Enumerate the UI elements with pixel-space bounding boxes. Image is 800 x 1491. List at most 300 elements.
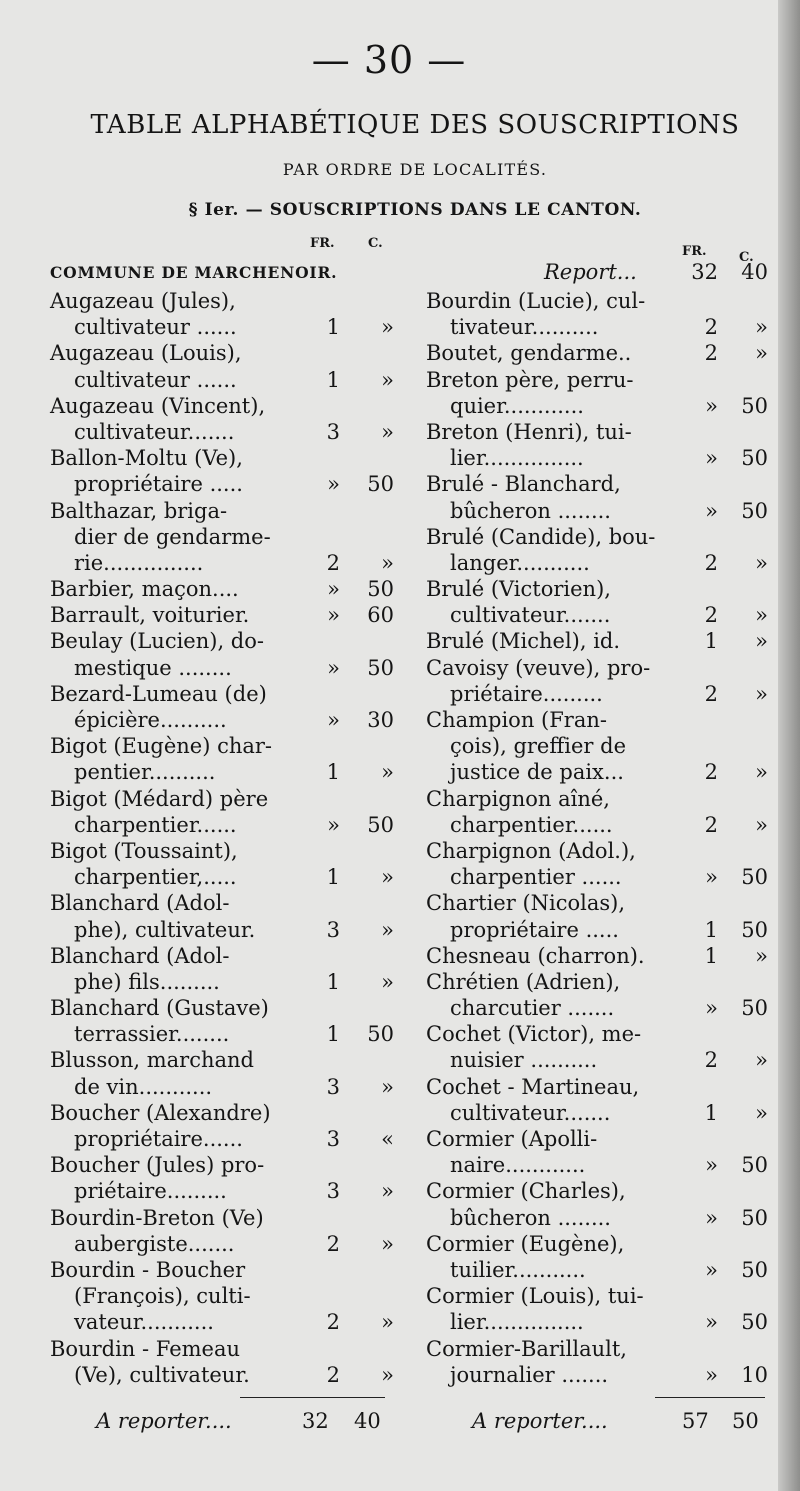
subscription-entry (50, 1047, 400, 1099)
subscription-entry (426, 524, 772, 576)
entry-continuation (426, 812, 772, 838)
entry-text: Boucher (Alexandre) (50, 1100, 271, 1125)
entry-text: Chartier (Nicolas), (426, 891, 626, 916)
amount-francs: » (705, 1362, 718, 1387)
entry-name (50, 288, 400, 314)
amount-francs: » (327, 603, 340, 628)
entry-text: tuilier........... (450, 1257, 586, 1282)
total-rule (240, 1397, 385, 1398)
entry-name (50, 838, 400, 864)
amount-centimes: 50 (741, 865, 768, 890)
amount-francs: » (705, 865, 718, 890)
amount-francs: 2 (704, 315, 718, 340)
entry-text: de vin........... (74, 1074, 213, 1099)
entry-text: Augazeau (Vincent), (50, 393, 266, 418)
entry-text: tivateur.......... (450, 315, 599, 340)
amount-centimes: » (381, 1310, 394, 1335)
subscription-entry (426, 786, 772, 838)
entry-text: cultivateur....... (74, 419, 235, 444)
franc-header: FR. (682, 244, 707, 259)
entry-text: Blanchard (Adol- (50, 943, 230, 968)
amount-francs: » (705, 1310, 718, 1335)
subscription-entry (426, 340, 772, 366)
entry-name (426, 707, 772, 733)
entry-text: Charpignon aîné, (426, 786, 610, 811)
entry-name (426, 890, 772, 916)
page-subtitle: PAR ORDRE DE LOCALITÉS. (282, 160, 548, 179)
subscription-entry (50, 628, 400, 680)
subscription-entry (426, 628, 772, 654)
entry-text: Bigot (Eugène) char- (50, 734, 273, 759)
entry-text: Brulé (Victorien), (426, 577, 611, 602)
entry-continuation (50, 1283, 400, 1309)
entry-continuation (50, 550, 400, 576)
subscription-entry (50, 1100, 400, 1152)
entry-name (426, 786, 772, 812)
entry-text: Bourdin - Boucher (50, 1257, 246, 1282)
section-heading: § Ier. — SOUSCRIPTIONS DANS LE CANTON. (188, 200, 642, 220)
entry-continuation (50, 1362, 400, 1388)
subscription-entry (50, 1205, 400, 1257)
amount-francs: 3 (326, 917, 340, 942)
entry-text: bûcheron ........ (450, 498, 611, 523)
amount-francs: 1 (704, 917, 718, 942)
entry-text: Cochet - Martineau, (426, 1074, 640, 1099)
amount-francs: 1 (326, 969, 340, 994)
amount-centimes: « (381, 1127, 394, 1151)
subscription-entry (426, 1178, 772, 1230)
amount-francs: 1 (326, 865, 340, 890)
entry-text: Chrétien (Adrien), (426, 969, 621, 994)
amount-centimes: 50 (741, 498, 768, 523)
entry-name (50, 445, 400, 471)
entry-text: Cormier (Louis), tui- (426, 1284, 644, 1309)
subscription-entry (50, 576, 400, 602)
entry-text: phe), cultivateur. (74, 917, 256, 942)
carry-centimes: 50 (732, 1409, 759, 1433)
amount-francs: » (327, 655, 340, 680)
entry-name (426, 1178, 772, 1204)
amount-francs: » (705, 393, 718, 418)
amount-francs: » (327, 708, 340, 732)
report-label: Report... (544, 260, 637, 284)
entry-text: charcutier ....... (450, 996, 615, 1021)
entry-continuation (50, 471, 400, 497)
entry-continuation (426, 1257, 772, 1283)
amount-centimes: » (755, 812, 768, 837)
amount-francs: 2 (326, 1362, 340, 1387)
entry-text: aubergiste....... (74, 1231, 235, 1256)
entry-continuation (50, 1074, 400, 1100)
entry-name (50, 1047, 400, 1073)
subscription-entry (50, 393, 400, 445)
entry-text: propriétaire ..... (74, 472, 243, 497)
entry-text: Charpignon (Adol.), (426, 838, 636, 863)
amount-centimes: 50 (367, 1022, 394, 1047)
entry-continuation (50, 367, 400, 393)
amount-centimes: 50 (367, 812, 394, 837)
report-centimes: 40 (741, 260, 768, 284)
subscription-entry (50, 890, 400, 942)
amount-francs: 3 (326, 1179, 340, 1204)
amount-centimes: 50 (741, 1310, 768, 1335)
page-title: TABLE ALPHABÉTIQUE DES SOUSCRIPTIONS (90, 110, 740, 140)
entry-text: Blanchard (Gustave) (50, 996, 269, 1021)
right-entry-list (426, 288, 772, 1388)
amount-francs: 2 (704, 341, 718, 366)
subscription-entry (50, 1257, 400, 1336)
amount-francs: 3 (326, 1074, 340, 1099)
right-column (426, 232, 772, 1388)
subscription-entry (426, 288, 772, 340)
left-entry-list (50, 288, 400, 1388)
amount-centimes: » (755, 1100, 768, 1125)
entry-name (50, 602, 400, 628)
amount-centimes: » (381, 550, 394, 575)
entry-name (426, 969, 772, 995)
entry-name (426, 1336, 772, 1362)
entry-continuation (50, 707, 400, 733)
entry-continuation (50, 759, 400, 785)
centime-header: C. (739, 250, 754, 265)
amount-francs: » (705, 1205, 718, 1230)
subscription-entry (426, 707, 772, 786)
page-edge-shadow (778, 0, 800, 1491)
subscription-entry (426, 838, 772, 890)
entry-name (50, 498, 400, 524)
amount-centimes: » (381, 865, 394, 890)
subscription-entry (426, 890, 772, 942)
entry-name (426, 367, 772, 393)
amount-centimes: » (381, 315, 394, 340)
entry-continuation (50, 917, 400, 943)
entry-name (50, 340, 400, 366)
entry-name (50, 681, 400, 707)
subscription-entry (426, 419, 772, 471)
amount-centimes: 50 (741, 446, 768, 471)
amount-centimes: » (755, 550, 768, 575)
left-carry-forward (96, 1409, 396, 1437)
entry-continuation (426, 1152, 772, 1178)
entry-text: Breton père, perru- (426, 367, 634, 392)
entry-text: justice de paix... (450, 760, 624, 785)
subscription-entry (50, 995, 400, 1047)
carry-francs: 57 (682, 1409, 709, 1433)
entry-text: Cormier-Barillault, (426, 1336, 627, 1361)
amount-francs: » (327, 812, 340, 837)
entry-name (50, 995, 400, 1021)
amount-francs: 1 (704, 1100, 718, 1125)
entry-text: Cavoisy (veuve), pro- (426, 655, 651, 680)
entry-text: Bezard-Lumeau (de) (50, 681, 267, 706)
entry-text: charpentier...... (74, 812, 237, 837)
entry-text: Cochet (Victor), me- (426, 1022, 642, 1047)
entry-text: Champion (Fran- (426, 708, 607, 732)
report-line (426, 260, 772, 288)
entry-text: cultivateur ...... (74, 315, 237, 340)
entry-text: Cormier (Apolli- (426, 1127, 598, 1151)
subscription-entry (426, 1021, 772, 1073)
entry-continuation (426, 1100, 772, 1126)
amount-francs: 2 (704, 681, 718, 706)
amount-francs: 2 (704, 760, 718, 785)
total-rule (655, 1397, 765, 1398)
entry-text: pentier.......... (74, 760, 216, 785)
amount-centimes: » (755, 315, 768, 340)
subscription-entry (50, 340, 400, 392)
entry-name (50, 628, 400, 654)
entry-continuation (426, 995, 772, 1021)
amount-francs: » (705, 498, 718, 523)
amount-centimes: 50 (741, 1153, 768, 1178)
amount-francs: 2 (704, 603, 718, 628)
entry-text: vateur........... (74, 1310, 214, 1335)
amount-francs: 1 (326, 1022, 340, 1047)
entry-continuation (426, 602, 772, 628)
entry-name (50, 393, 400, 419)
amount-centimes: » (381, 1362, 394, 1387)
entry-text: Blanchard (Adol- (50, 891, 230, 916)
entry-continuation (426, 445, 772, 471)
entry-name (426, 1021, 772, 1047)
entry-text: cultivateur ...... (74, 367, 237, 392)
amount-francs: 1 (704, 943, 718, 968)
entry-continuation (50, 419, 400, 445)
entry-text: (Ve), cultivateur. (74, 1362, 250, 1387)
entry-name (426, 471, 772, 497)
entry-text: Bigot (Toussaint), (50, 838, 238, 863)
entry-text: charpentier ...... (450, 865, 622, 890)
amount-centimes: 50 (741, 1205, 768, 1230)
entry-text: lier............... (450, 446, 584, 471)
entry-continuation (50, 655, 400, 681)
amount-centimes: 50 (367, 472, 394, 497)
entry-text: propriétaire ..... (450, 917, 619, 942)
amount-centimes: » (755, 681, 768, 706)
entry-name (50, 786, 400, 812)
entry-name (426, 288, 772, 314)
subscription-entry (50, 498, 400, 577)
right-carry-forward (472, 1409, 772, 1437)
entry-text: terrassier........ (74, 1022, 230, 1047)
amount-centimes: » (381, 1179, 394, 1204)
amount-centimes: » (381, 969, 394, 994)
entry-text: naire............ (450, 1153, 586, 1178)
entry-text: rie............... (74, 550, 204, 575)
entry-continuation (50, 969, 400, 995)
entry-name (50, 576, 400, 602)
subscription-entry (426, 576, 772, 628)
subscription-entry (50, 288, 400, 340)
amount-centimes: » (381, 1074, 394, 1099)
commune-heading: COMMUNE DE MARCHENOIR. (50, 263, 338, 282)
entry-continuation (426, 1205, 772, 1231)
entry-continuation (426, 733, 772, 759)
amount-francs: » (705, 1153, 718, 1178)
subscription-entry (426, 367, 772, 419)
entry-continuation (426, 314, 772, 340)
entry-text: charpentier...... (450, 812, 613, 837)
amount-centimes: 50 (741, 1257, 768, 1282)
entry-name (426, 655, 772, 681)
carry-francs: 32 (302, 1409, 329, 1433)
entry-name (50, 1100, 400, 1126)
entry-continuation (426, 1309, 772, 1335)
entry-text: Breton (Henri), tui- (426, 419, 632, 444)
entry-continuation (426, 550, 772, 576)
entry-continuation (426, 681, 772, 707)
subscription-entry (50, 602, 400, 628)
entry-name (426, 1126, 772, 1152)
entry-name (426, 340, 772, 366)
entry-text: quier............ (450, 393, 584, 418)
amount-francs: » (705, 446, 718, 471)
entry-text: (François), culti- (74, 1284, 251, 1309)
entry-text: Bigot (Médard) père (50, 786, 269, 811)
subscription-entry (426, 1283, 772, 1335)
entry-name (50, 890, 400, 916)
amount-francs: 2 (704, 550, 718, 575)
entry-text: nuisier .......... (450, 1048, 598, 1073)
entry-text: Boucher (Jules) pro- (50, 1153, 265, 1178)
entry-name (50, 1205, 400, 1231)
entry-continuation (426, 393, 772, 419)
amount-centimes: » (381, 367, 394, 392)
amount-francs: 1 (326, 315, 340, 340)
entry-text: Cormier (Charles), (426, 1179, 626, 1204)
entry-text: dier de gendarme- (74, 524, 271, 549)
amount-centimes: » (755, 943, 768, 968)
entry-text: Bourdin - Femeau (50, 1336, 241, 1361)
amount-francs: 2 (326, 550, 340, 575)
entry-continuation (426, 1362, 772, 1388)
amount-francs: 1 (704, 629, 718, 654)
subscription-entry (50, 681, 400, 733)
amount-centimes: » (381, 419, 394, 444)
subscription-entry (426, 471, 772, 523)
entry-text: Blusson, marchand (50, 1048, 254, 1073)
entry-name (426, 1231, 772, 1257)
amount-centimes: 10 (741, 1362, 768, 1387)
subscription-entry (50, 1336, 400, 1388)
entry-name (50, 943, 400, 969)
entry-text: Balthazar, briga- (50, 498, 228, 523)
entry-text: Brulé (Michel), id. (426, 629, 621, 654)
amount-centimes: 50 (367, 655, 394, 680)
subscription-entry (50, 786, 400, 838)
entry-text: lier............... (450, 1310, 584, 1335)
subscription-entry (426, 1336, 772, 1388)
entry-continuation (50, 1126, 400, 1152)
entry-name (50, 1257, 400, 1283)
entry-text: Boutet, gendarme.. (426, 341, 632, 366)
entry-text: Augazeau (Louis), (50, 341, 242, 366)
amount-francs: 2 (326, 1231, 340, 1256)
entry-continuation (50, 812, 400, 838)
left-column (50, 232, 400, 1388)
entry-name (426, 838, 772, 864)
entry-name (426, 576, 772, 602)
subscription-entry (50, 1152, 400, 1204)
entry-text: Brulé - Blanchard, (426, 472, 621, 497)
entry-continuation (50, 1309, 400, 1335)
entry-continuation (50, 1178, 400, 1204)
entry-continuation (426, 917, 772, 943)
subscription-entry (426, 1074, 772, 1126)
entry-text: cultivateur....... (450, 603, 611, 628)
entry-text: priétaire......... (450, 681, 603, 706)
entry-text: phe) fils......... (74, 969, 220, 994)
centime-header: C. (368, 236, 383, 251)
entry-continuation (426, 864, 772, 890)
left-column-header (50, 232, 400, 260)
entry-text: charpentier,..... (74, 865, 237, 890)
subscription-entry (426, 655, 772, 707)
entry-name (50, 733, 400, 759)
entry-name (426, 1283, 772, 1309)
entry-name (50, 1336, 400, 1362)
entry-text: Brulé (Candide), bou- (426, 524, 656, 549)
amount-francs: » (327, 472, 340, 497)
entry-text: Chesneau (charron). (426, 943, 645, 968)
amount-francs: » (705, 1257, 718, 1282)
amount-centimes: » (755, 341, 768, 366)
subscription-entry (50, 838, 400, 890)
entry-name (50, 1152, 400, 1178)
amount-francs: 1 (326, 367, 340, 392)
amount-centimes: » (755, 629, 768, 654)
amount-francs: 3 (326, 419, 340, 444)
subscription-entry (50, 943, 400, 995)
subscription-entry (426, 969, 772, 1021)
amount-centimes: 30 (367, 708, 394, 732)
entry-continuation (426, 759, 772, 785)
entry-text: Barbier, maçon.... (50, 577, 239, 602)
entry-continuation (50, 1231, 400, 1257)
amount-centimes: 50 (741, 917, 768, 942)
right-column-header (426, 232, 772, 265)
entry-text: Bourdin-Breton (Ve) (50, 1205, 264, 1230)
entry-text: langer........... (450, 550, 590, 575)
entry-text: priétaire......... (74, 1179, 227, 1204)
amount-francs: 2 (704, 1048, 718, 1073)
amount-centimes: 60 (367, 603, 394, 628)
subscription-entry (426, 943, 772, 969)
carry-label: A reporter.... (96, 1409, 232, 1433)
entry-text: cultivateur....... (450, 1100, 611, 1125)
entry-name (426, 1074, 772, 1100)
entry-text: Ballon-Moltu (Ve), (50, 446, 243, 471)
amount-centimes: » (381, 760, 394, 785)
entry-continuation (426, 498, 772, 524)
entry-text: çois), greffier de (450, 734, 626, 759)
entry-text: Augazeau (Jules), (50, 289, 236, 313)
subscription-entry (50, 733, 400, 785)
amount-centimes: » (381, 917, 394, 942)
entry-text: Barrault, voiturier. (50, 603, 250, 628)
amount-francs: 2 (704, 812, 718, 837)
entry-text: Beulay (Lucien), do- (50, 629, 264, 654)
entry-continuation (50, 864, 400, 890)
amount-centimes: 50 (367, 577, 394, 602)
amount-centimes: » (755, 760, 768, 785)
page-number: — 30 — (311, 38, 467, 82)
amount-centimes: » (755, 603, 768, 628)
entry-name (426, 524, 772, 550)
amount-francs: 2 (326, 1310, 340, 1335)
entry-continuation (50, 1021, 400, 1047)
entry-text: Cormier (Eugène), (426, 1231, 625, 1256)
